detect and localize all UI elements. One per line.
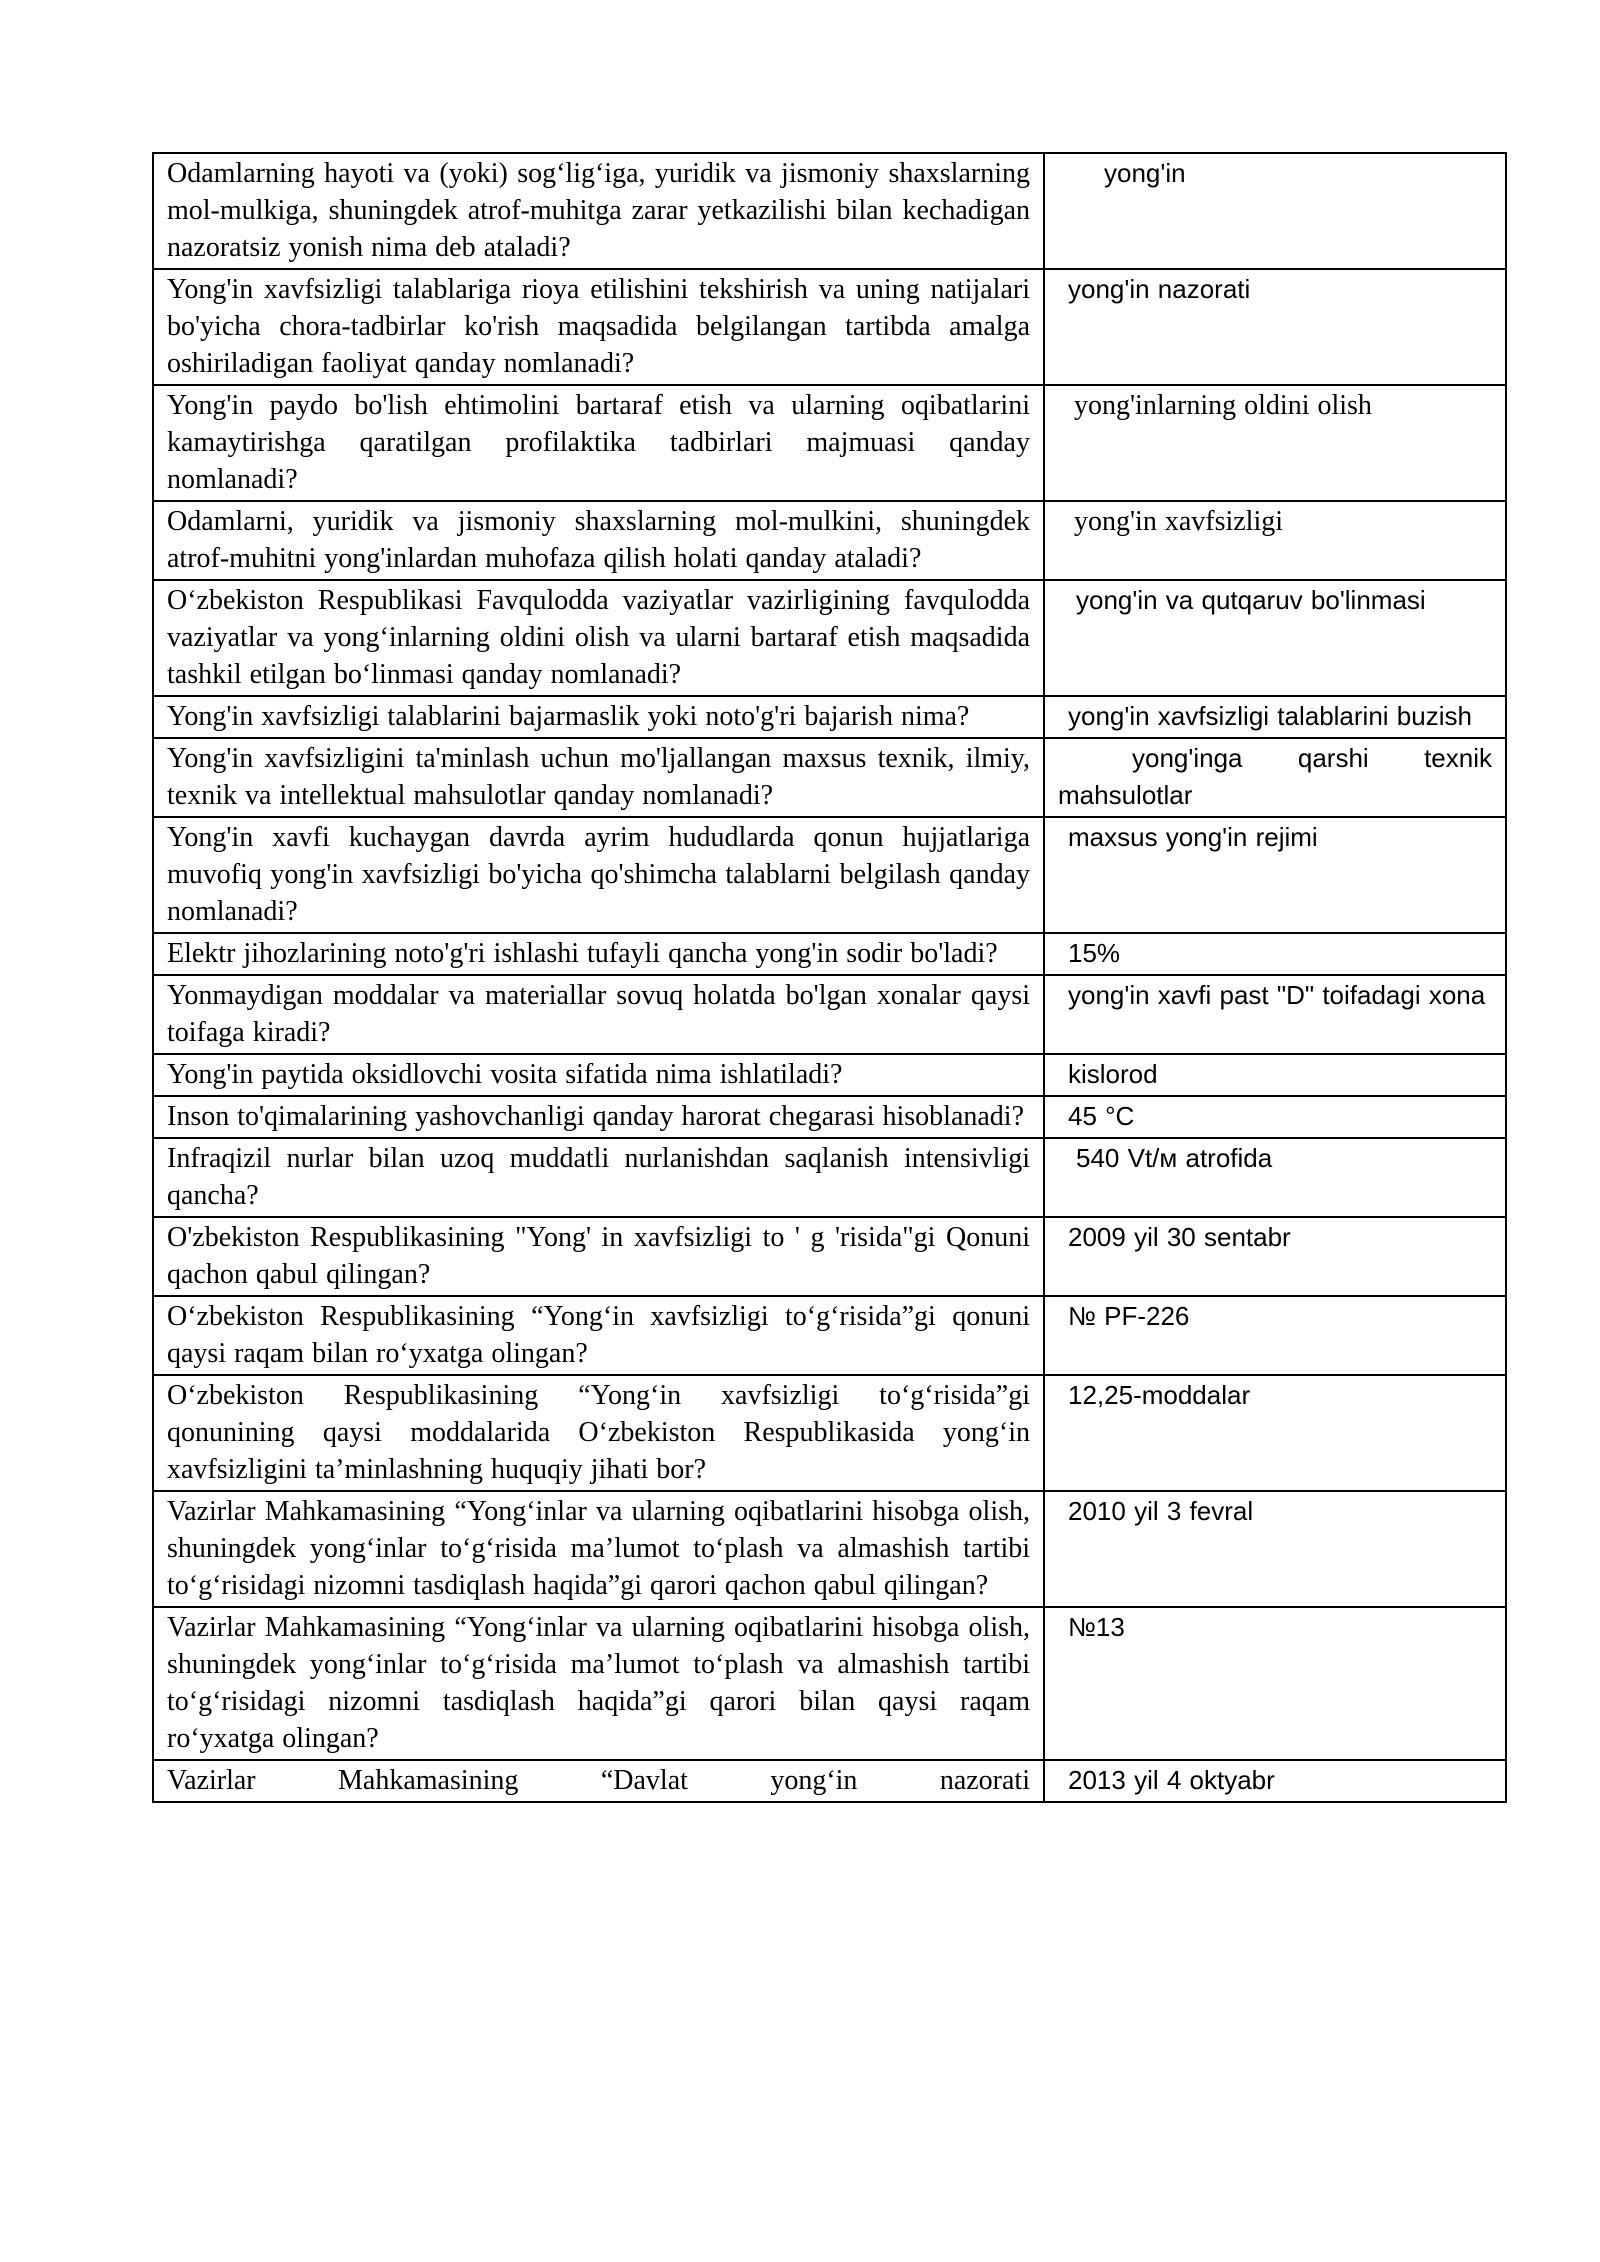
table-row <box>153 975 1506 1054</box>
answer-cell: yong'in xavfsizligi <box>1044 501 1506 580</box>
question-cell: Odamlarni, yuridik va jismoniy shaxslarning mol-mulkini, shuningdek atrof-muhitni yong'inlardan muhofaza qilish holati qanday ataladi? <box>153 501 1044 580</box>
answer-cell: 2013 yil 4 oktyabr <box>1044 1760 1506 1802</box>
answer-cell: yong'in va qutqaruv bo'linmasi <box>1044 580 1506 696</box>
question-cell: Yong'in xavfsizligini ta'minlash uchun mo'ljallangan maxsus texnik, ilmiy, texnik va intellektual mahsulotlar qanday nomlanadi? <box>153 738 1044 817</box>
table-row <box>153 1607 1506 1760</box>
question-cell: Infraqizil nurlar bilan uzoq muddatli nurlanishdan saqlanish intensivligi qancha? <box>153 1138 1044 1217</box>
answer-cell: 2010 yil 3 fevral <box>1044 1491 1506 1607</box>
answer-cell: yong'in <box>1044 153 1506 269</box>
answer-cell: yong'inga qarshi texnik mahsulotlar <box>1044 738 1506 817</box>
question-cell: Vazirlar Mahkamasining “Davlat yong‘in nazorati <box>153 1760 1044 1802</box>
question-cell: Yong'in xavfsizligi talablarini bajarmaslik yoki noto'g'ri bajarish nima? <box>153 696 1044 738</box>
answer-cell: kislorod <box>1044 1054 1506 1096</box>
answer-cell: yong'in xavfi past "D" toifadagi xona <box>1044 975 1506 1054</box>
question-cell: O‘zbekiston Respublikasining “Yong‘in xavfsizligi to‘g‘risida”gi qonunining qaysi moddalarida O‘zbekiston Respublikasida yong‘in xavfsizligini ta’minlashning huquqiy jihati bor? <box>153 1375 1044 1491</box>
answer-cell: 2009 yil 30 sentabr <box>1044 1217 1506 1296</box>
table-row <box>153 153 1506 269</box>
table-row <box>153 696 1506 738</box>
table-row <box>153 1491 1506 1607</box>
table-row <box>153 580 1506 696</box>
answer-cell: 45 °C <box>1044 1096 1506 1138</box>
table-row <box>153 385 1506 501</box>
question-cell: Vazirlar Mahkamasining “Yong‘inlar va ularning oqibatlarini hisobga olish, shuningdek yong‘inlar to‘g‘risida ma’lumot to‘plash va almashish tartibi to‘g‘risidagi nizomni tasdiqlash haqida”gi qarori bilan qaysi raqam ro‘yxatga olingan? <box>153 1607 1044 1760</box>
table-row <box>153 1296 1506 1375</box>
question-cell: Yonmaydigan moddalar va materiallar sovuq holatda bo'lgan xonalar qaysi toifaga kiradi? <box>153 975 1044 1054</box>
answer-cell: yong'inlarning oldini olish <box>1044 385 1506 501</box>
question-cell: Elektr jihozlarining noto'g'ri ishlashi tufayli qancha yong'in sodir bo'ladi? <box>153 933 1044 975</box>
question-cell: Yong'in paytida oksidlovchi vosita sifatida nima ishlatiladi? <box>153 1054 1044 1096</box>
qa-table <box>152 152 1507 1803</box>
question-cell: Yong'in xavfi kuchaygan davrda ayrim hududlarda qonun hujjatlariga muvofiq yong'in xavfsizligi bo'yicha qo'shimcha talablarni belgilash qanday nomlanadi? <box>153 817 1044 933</box>
table-row <box>153 817 1506 933</box>
answer-cell: № PF-226 <box>1044 1296 1506 1375</box>
table-row <box>153 933 1506 975</box>
question-cell: O‘zbekiston Respublikasining “Yong‘in xavfsizligi to‘g‘risida”gi qonuni qaysi raqam bilan ro‘yxatga olingan? <box>153 1296 1044 1375</box>
table-row <box>153 269 1506 385</box>
question-cell: Vazirlar Mahkamasining “Yong‘inlar va ularning oqibatlarini hisobga olish, shuningdek yong‘inlar to‘g‘risida ma’lumot to‘plash va almashish tartibi to‘g‘risidagi nizomni tasdiqlash haqida”gi qarori qachon qabul qilingan? <box>153 1491 1044 1607</box>
table-row <box>153 501 1506 580</box>
table-row <box>153 1054 1506 1096</box>
table-row <box>153 1217 1506 1296</box>
answer-cell: maxsus yong'in rejimi <box>1044 817 1506 933</box>
question-cell: Odamlarning hayoti va (yoki) sog‘lig‘iga, yuridik va jismoniy shaxslarning mol-mulkiga, shuningdek atrof-muhitga zarar yetkazilishi bilan kechadigan nazoratsiz yonish nima deb ataladi? <box>153 153 1044 269</box>
question-cell: Inson to'qimalarining yashovchanligi qanday harorat chegarasi hisoblanadi? <box>153 1096 1044 1138</box>
table-row <box>153 1138 1506 1217</box>
question-cell: Yong'in paydo bo'lish ehtimolini bartaraf etish va ularning oqibatlarini kamaytirishga qaratilgan profilaktika tadbirlari majmuasi qanday nomlanadi? <box>153 385 1044 501</box>
question-cell: O'zbekiston Respublikasining "Yong' in xavfsizligi to ' g 'risida"gi Qonuni qachon qabul qilingan? <box>153 1217 1044 1296</box>
table-row <box>153 1096 1506 1138</box>
question-cell: Yong'in xavfsizligi talablariga rioya etilishini tekshirish va uning natijalari bo'yicha chora-tadbirlar ko'rish maqsadida belgilangan tartibda amalga oshiriladigan faoliyat qanday nomlanadi? <box>153 269 1044 385</box>
answer-cell: №13 <box>1044 1607 1506 1760</box>
question-cell: O‘zbekiston Respublikasi Favqulodda vaziyatlar vazirligining favqulodda vaziyatlar va yong‘inlarning oldini olish va ularni bartaraf etish maqsadida tashkil etilgan bo‘linmasi qanday nomlanadi? <box>153 580 1044 696</box>
answer-cell: 540 Vt/м atrofida <box>1044 1138 1506 1217</box>
answer-cell: yong'in xavfsizligi talablarini buzish <box>1044 696 1506 738</box>
table-row <box>153 1375 1506 1491</box>
table-row <box>153 1760 1506 1802</box>
answer-cell: 12,25-moddalar <box>1044 1375 1506 1491</box>
answer-cell: 15% <box>1044 933 1506 975</box>
answer-cell: yong'in nazorati <box>1044 269 1506 385</box>
table-row <box>153 738 1506 817</box>
